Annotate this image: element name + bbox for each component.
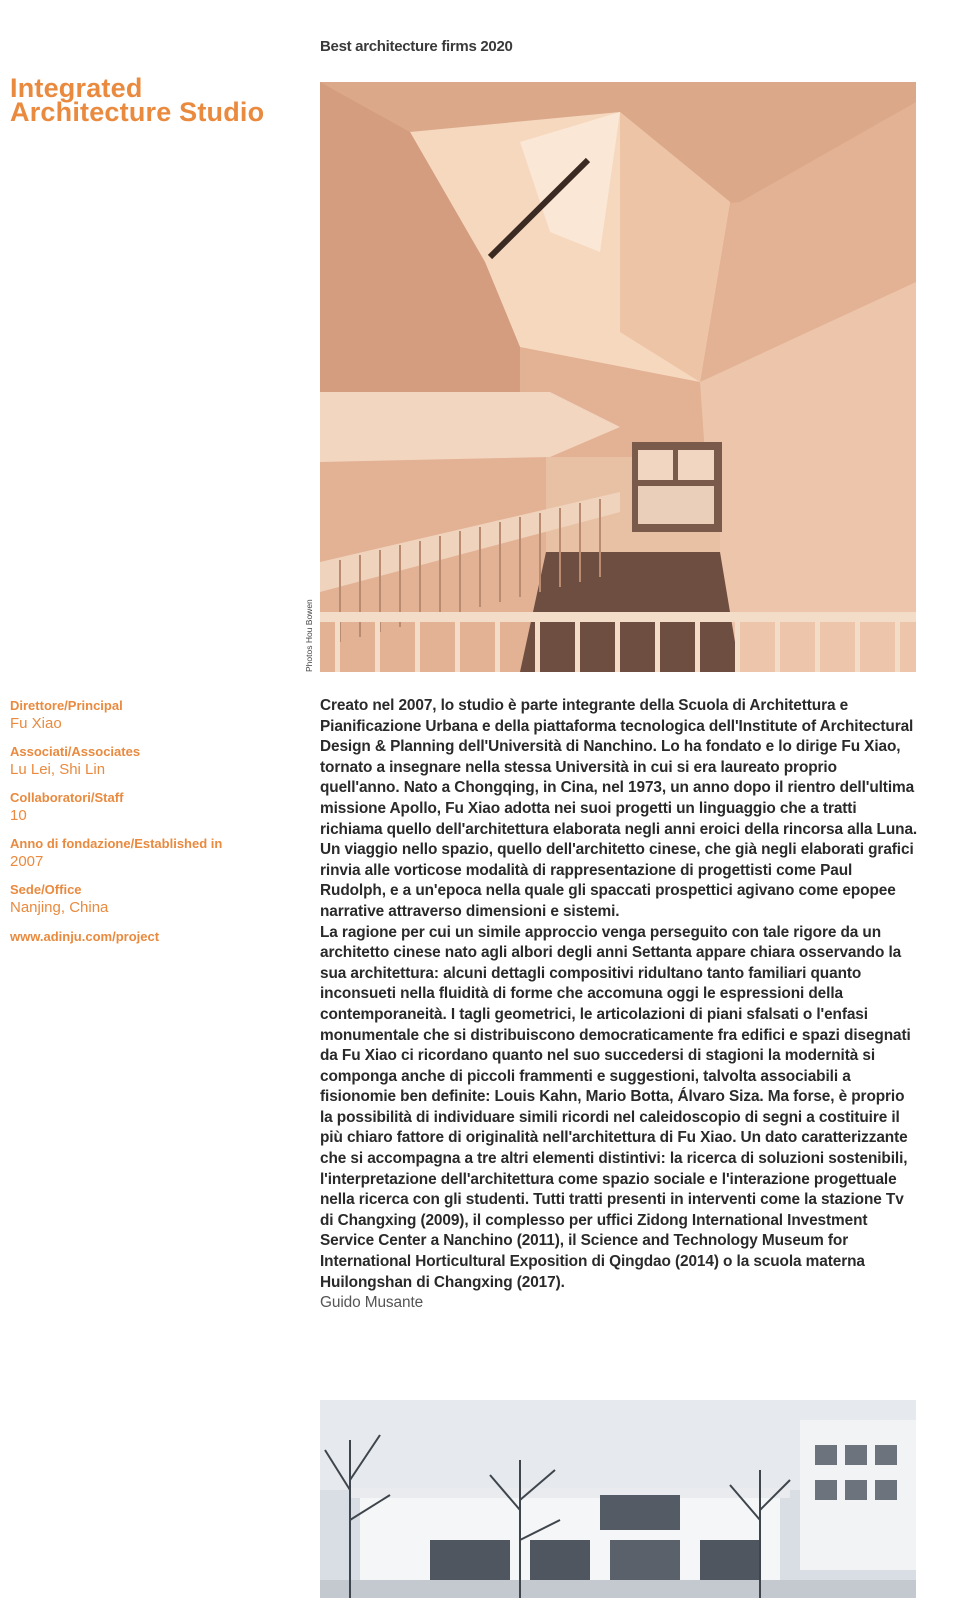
- info-principal: [10, 698, 290, 734]
- info-value: Fu Xiao: [10, 715, 62, 732]
- photo-credit-text: Photos Hou Bowen: [304, 599, 314, 672]
- info-value: Lu Lei, Shi Lin: [10, 761, 106, 778]
- studio-title-line2: Architecture Studio: [10, 97, 265, 127]
- info-established: [10, 836, 290, 872]
- building-photo-illustration: [320, 1400, 916, 1598]
- info-staff: [10, 790, 290, 826]
- info-label: Associati/Associates: [10, 744, 141, 759]
- article-author: Guido Musante: [320, 1294, 424, 1312]
- info-value: 2007: [10, 853, 44, 870]
- article-paragraph: Creato nel 2007, lo studio è parte integrante della Scuola di Architettura e Pianificazione Urbana e della piattaforma tecnologica dell'Institute of Architectural Design & Planning dell'Università di Nanchino. Lo ha fondato e lo dirige Fu Xiao, tornato a insegnare nella stessa Università in cui si era laureato proprio quell'anno. Nato a Chongqing, in Cina, nel 1973, un anno dopo il rientro dell'ultima missione Apollo, Fu Xiao adotta nei suoi progetti un linguaggio che a tratti richiama quello dell'architettura elaborata negli anni eroici della rincorsa alla Luna. Un viaggio nello spazio, quello dell'architetto cinese, che già negli elaborati grafici rinvia alle vorticose modalità di rappresentazione di progettisti come Paul Rudolph, e a un'epoca nella quale gli spaccati prospettici agivano come epopee narrative attraverso dimensioni e sistemi.: [320, 697, 918, 920]
- website-link[interactable]: www.adinju.com/project: [10, 929, 160, 944]
- info-office: [10, 882, 290, 918]
- studio-title: [10, 73, 265, 127]
- info-label: Anno di fondazione/Established in: [10, 836, 223, 851]
- article-body: [320, 696, 918, 1314]
- info-associates: [10, 744, 290, 780]
- hero-photo-illustration: [320, 82, 916, 672]
- building-photo: [320, 1400, 916, 1598]
- info-value: 10: [10, 807, 27, 824]
- info-label: Direttore/Principal: [10, 698, 123, 713]
- publication-header: Best architecture firms 2020: [320, 38, 513, 55]
- article-paragraph: La ragione per cui un simile approccio venga perseguito con tale rigore da un architetto cinese nato agli albori degli anni Settanta appare chiara osservando la sua architettura: alcuni dettagli compositivi ridultano tanto familiari quanto inconsueti nella fluidità di forme che accomuna oggi le espressioni della contemporaneità. I tagli geometrici, le articolazioni di piani sfalsati o l'enfasi monumentale che si distribuiscono democraticamente fra edifici e spazi disegnati da Fu Xiao ci ricordano quanto nel suo succedersi di stagioni la modernità si componga anche di piccoli frammenti e suggestioni, talvolta associabili a fisionomie ben definite: Louis Kahn, Mario Botta, Álvaro Siza. Ma forse, è proprio la possibilità di individuare simili ricordi nel caleidoscopio di segni a costituire il più chiaro fattore di originalità nell'architettura di Fu Xiao. Un dato caratterizzante che si accompagna a tre altri elementi distintivi: la ricerca di soluzioni sostenibili, l'interpretazione dell'architettura come spazio sociale e l'interazione progettuale nella ricerca con gli studenti. Tutti tratti presenti in interventi come la stazione Tv di Changxing (2009), il complesso per uffici Zidong International Investment Service Center a Nanchino (2011), il Science and Technology Museum for International Horticultural Exposition di Qingdao (2014) o la scuola materna Huilongshan di Changxing (2017).: [320, 923, 911, 1291]
- studio-title-line1: Integrated: [10, 73, 143, 103]
- photo-credit: [300, 588, 320, 672]
- info-label: Collaboratori/Staff: [10, 790, 124, 805]
- studio-info: [10, 698, 290, 946]
- info-value: Nanjing, China: [10, 899, 109, 916]
- hero-photo: [320, 82, 916, 672]
- info-label: Sede/Office: [10, 882, 82, 897]
